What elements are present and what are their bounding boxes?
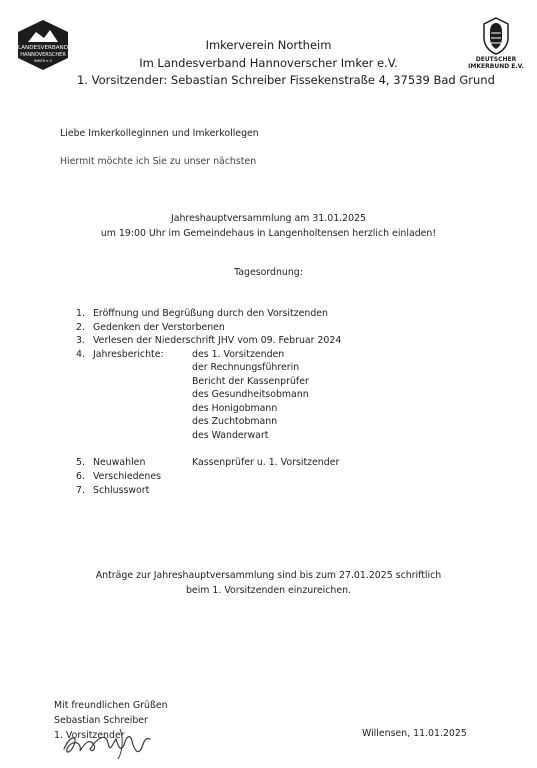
logo-right-line2: IMKERBUND E.V.: [468, 63, 524, 70]
report-item: des Wanderwart: [192, 429, 269, 441]
agenda-item: [0, 322, 537, 336]
signer-name: Sebastian Schreiber: [54, 715, 148, 726]
logo-left-bottom-text: IMKER e.V: [33, 59, 53, 63]
report-item: des Honigobmann: [192, 402, 278, 414]
logo-right-line1: DEUTSCHER: [475, 56, 517, 63]
agenda-item-detail: Kassenprüfer u. 1. Vorsitzender: [192, 457, 340, 468]
agenda-item-label: Eröffnung und Begrüßung durch den Vorsitzenden: [93, 308, 328, 319]
invite-line1: Jahreshauptversammlung am 31.01.2025: [170, 213, 367, 224]
association-name: Im Landesverband Hannoverscher Imker e.V.: [139, 56, 398, 70]
agenda-item: [0, 471, 537, 485]
agenda-title: Tagesordnung:: [234, 267, 303, 278]
agenda-item: [0, 335, 537, 349]
greeting: Liebe Imkerkolleginnen und Imkerkollegen: [60, 128, 259, 139]
agenda-item-number: 7.: [76, 485, 85, 496]
logo-left-middle-text: HANNOVERSCHER: [20, 52, 66, 58]
report-item: des 1. Vorsitzenden: [192, 348, 285, 360]
motions-line1: Anträge zur Jahreshauptversammlung sind bis zum 27.01.2025 schriftlich: [95, 570, 442, 581]
agenda-item-label: Verschiedenes: [93, 471, 161, 482]
closing-regards: Mit freundlichen Grüßen: [54, 700, 168, 711]
agenda-list: [0, 308, 537, 443]
report-item: Bericht der Kassenprüfer: [192, 375, 309, 387]
report-row: [0, 389, 537, 403]
agenda-item-number: 3.: [76, 335, 85, 346]
agenda-item: [0, 485, 537, 499]
agenda-item: [0, 457, 537, 471]
agenda-item-label: Jahresberichte:: [93, 348, 164, 360]
agenda-item-label: Verlesen der Niederschrift JHV vom 09. Februar 2024: [93, 335, 342, 346]
agenda-item-label: Neuwahlen: [93, 457, 146, 468]
chairman-address: 1. Vorsitzender: Sebastian Schreiber Fissekenstraße 4, 37539 Bad Grund: [77, 73, 495, 87]
place-date: Willensen, 11.01.2025: [362, 728, 467, 739]
report-row: [0, 362, 537, 376]
club-name: Imkerverein Northeim: [205, 38, 332, 52]
report-item: des Gesundheitsobmann: [192, 389, 309, 400]
agenda-item-number: 1.: [76, 308, 85, 319]
agenda-item-number: 6.: [76, 471, 85, 482]
report-row: [0, 403, 537, 417]
handwritten-signature: [60, 723, 170, 763]
intro-text: Hiermit möchte ich Sie zu unser nächsten: [60, 156, 257, 167]
report-item: der Rechnungsführerin: [192, 362, 300, 373]
agenda-item-number: 2.: [76, 321, 85, 333]
report-row: [0, 430, 537, 444]
motions-line2: beim 1. Vorsitzenden einzureichen.: [185, 585, 352, 596]
invite-line2: um 19:00 Uhr im Gemeindehaus in Langenholtensen herzlich einladen!: [100, 228, 437, 239]
agenda-item: [0, 308, 537, 322]
agenda-item-label: Gedenken der Verstorbenen: [93, 321, 225, 333]
agenda-item-label: Schlusswort: [93, 485, 150, 496]
agenda-item-number: 4.: [76, 348, 85, 360]
agenda-item-number: 5.: [76, 457, 85, 468]
agenda-list-2: [0, 457, 537, 499]
report-item: des Zuchtobmann: [192, 416, 278, 427]
report-row: [0, 416, 537, 430]
logo-left-top-text: LANDESVERBAND: [17, 45, 69, 51]
signer-role: 1. Vorsitzender: [54, 730, 125, 741]
report-row: [0, 376, 537, 390]
agenda-item: [0, 349, 537, 363]
